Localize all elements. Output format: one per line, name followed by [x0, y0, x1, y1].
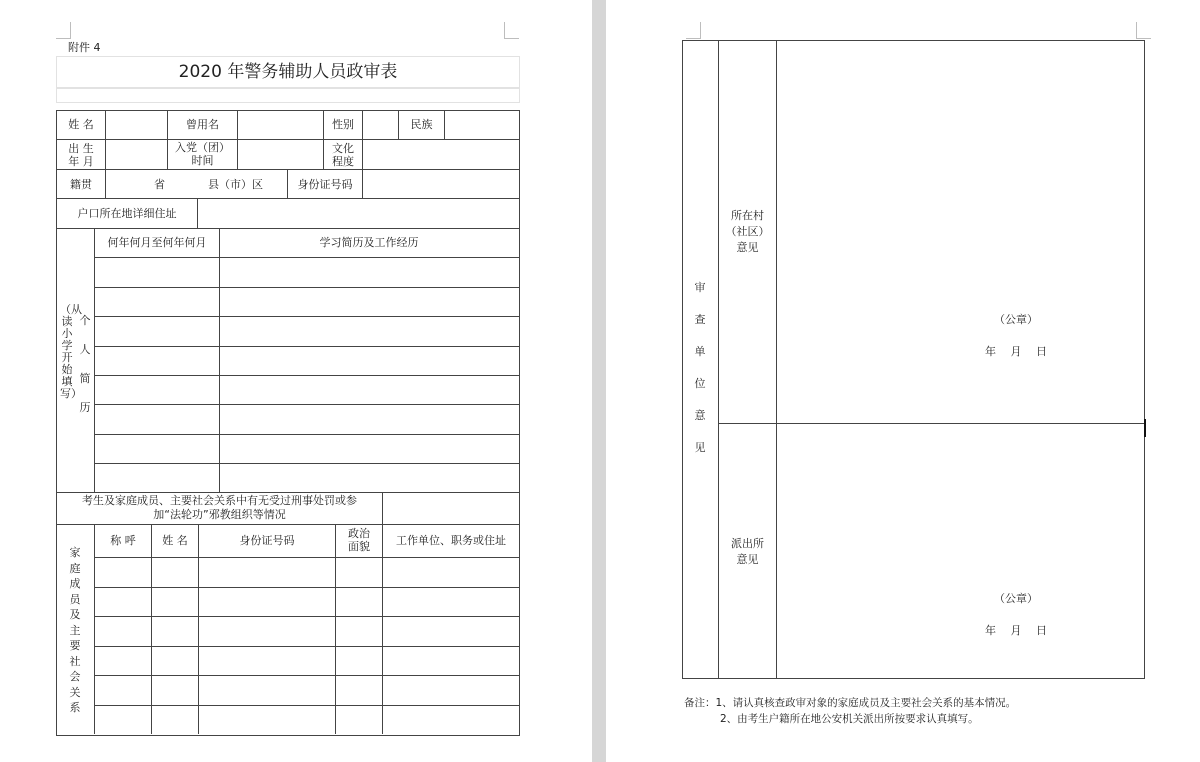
review-table — [682, 40, 1145, 679]
label-village-opinion: 所在村 （社区） 意见 — [725, 209, 770, 254]
family-col-name: 姓 名 — [162, 534, 188, 547]
label-name: 姓 名 — [68, 118, 94, 131]
family-col-id: 身份证号码 — [239, 534, 295, 547]
title-subband — [56, 87, 520, 103]
family-col-work: 工作单位、职务或住址 — [396, 534, 506, 547]
label-county: 县（市）区 — [208, 178, 263, 191]
village-date: 年 月 日 — [985, 345, 1047, 358]
label-education: 文化 程度 — [332, 142, 354, 168]
label-native-place: 籍贯 — [70, 178, 92, 191]
label-former-name: 曾用名 — [186, 118, 219, 131]
label-criminal-record: 考生及家庭成员、主要社会关系中有无受过刑事处罚或参 加“法轮功”邪教组织等情况 — [82, 494, 357, 521]
review-unit-label: 审查单位意见 — [694, 281, 706, 454]
text-cursor — [1144, 419, 1146, 437]
right-page — [606, 0, 1200, 762]
label-birth: 出 生 年 月 — [68, 142, 94, 168]
family-col-title: 称 呼 — [110, 534, 136, 547]
label-province: 省 — [154, 178, 165, 191]
label-party-time: 入党（团） 时间 — [175, 141, 230, 167]
attachment-label: 附件 4 — [68, 41, 101, 54]
form-table — [56, 110, 520, 736]
page-gutter — [592, 0, 606, 762]
note-line-1: 备注：1、请认真核查政审对象的家庭成员及主要社会关系的基本情况。 — [684, 697, 1017, 709]
label-ethnicity: 民族 — [410, 118, 433, 131]
label-police-opinion: 派出所 意见 — [731, 537, 764, 566]
crop-mark — [686, 22, 701, 39]
label-gender: 性别 — [332, 118, 354, 131]
label-id-number: 身份证号码 — [297, 178, 353, 191]
crop-mark — [56, 22, 71, 39]
form-title: 2020 年警务辅助人员政审表 — [178, 62, 398, 82]
resume-col-period: 何年何月至何年何月 — [107, 236, 207, 249]
label-household-address: 户口所在地详细住址 — [77, 207, 177, 220]
crop-mark — [504, 22, 519, 39]
family-side-label: 家庭成员及主要社会关系 — [69, 546, 81, 714]
crop-mark — [1136, 22, 1151, 39]
resume-side-label: （从读小学开始填写） — [60, 303, 82, 400]
police-date: 年 月 日 — [985, 624, 1047, 637]
left-page — [0, 0, 592, 762]
village-seal: （公章） — [994, 313, 1038, 326]
police-seal: （公章） — [994, 592, 1038, 605]
resume-label: 个人简历 — [79, 314, 91, 414]
family-col-political: 政治 面貌 — [348, 527, 370, 553]
resume-col-history: 学习简历及工作经历 — [319, 236, 419, 249]
note-line-2: 2、由考生户籍所在地公安机关派出所按要求认真填写。 — [720, 713, 979, 725]
